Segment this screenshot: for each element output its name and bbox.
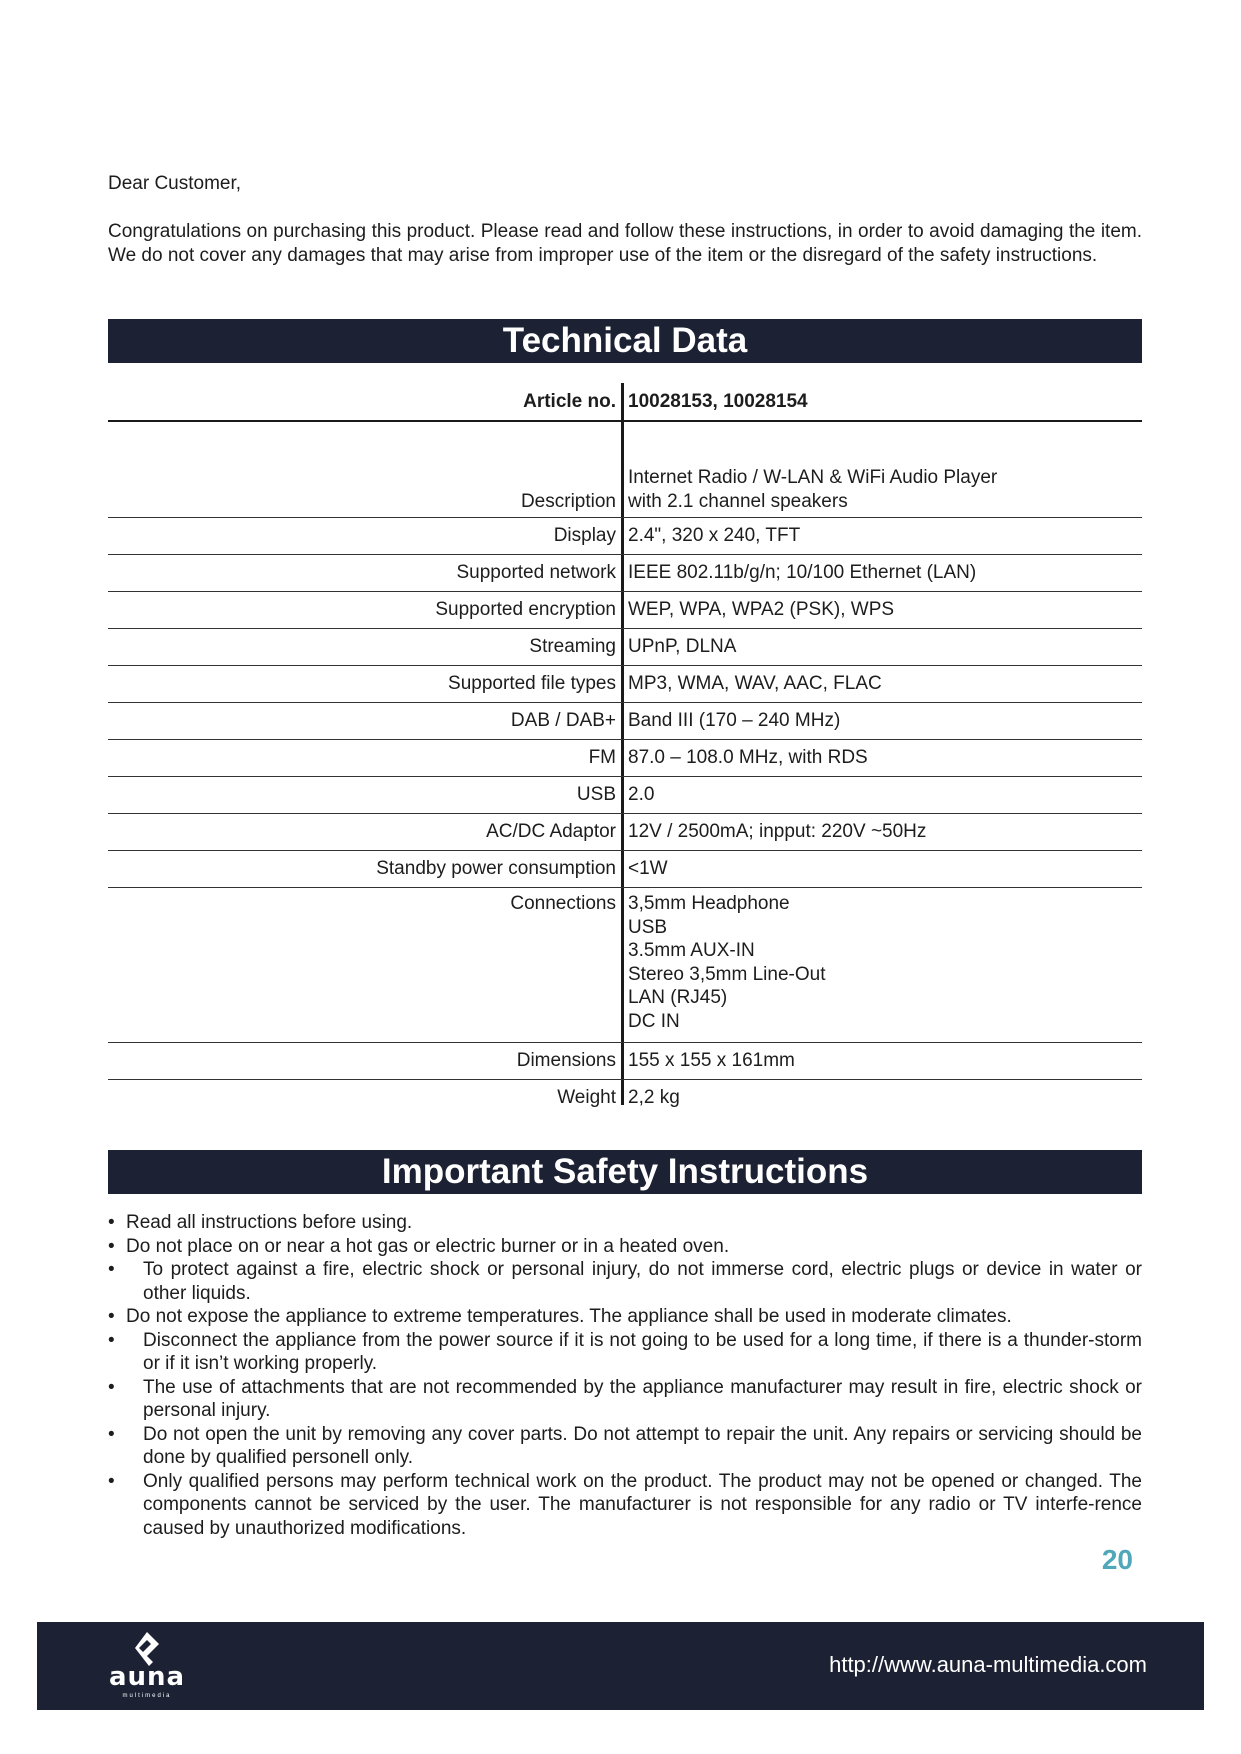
safety-item: • Disconnect the appliance from the power source if it is not going to be used for a long time, if there is a thunder-storm or if it isn’t working properly.	[108, 1329, 1142, 1376]
row-value	[616, 857, 668, 881]
table-row	[108, 740, 1142, 777]
safety-heading: Important Safety Instructions	[108, 1150, 1142, 1194]
row-label: AC/DC Adaptor	[486, 821, 616, 843]
row-value-line: MP3, WMA, WAV, AAC, FLAC	[628, 673, 882, 695]
page-number: 20	[1101, 1544, 1133, 1575]
footer-bar	[37, 1622, 1204, 1710]
row-value-line: Internet Radio / W-LAN & WiFi Audio Player	[628, 467, 998, 488]
safety-item: • Do not open the unit by removing any cover parts. Do not attempt to repair the unit. Any repairs or servicing should be done by qualified personell only.	[108, 1423, 1142, 1470]
row-value-line: LAN (RJ45)	[628, 987, 728, 1008]
row-value-line: 2.4", 320 x 240, TFT	[628, 525, 801, 547]
row-label: Weight	[557, 1087, 616, 1109]
row-value-line: 2.0	[628, 784, 655, 806]
row-value	[616, 672, 882, 696]
row-value	[616, 635, 736, 659]
row-value	[616, 598, 894, 622]
row-value-line: 12V / 2500mA; inpput: 220V ~50Hz	[628, 821, 927, 843]
row-value-line: Band III (170 – 240 MHz)	[628, 710, 841, 732]
table-row	[108, 777, 1142, 814]
row-label: Streaming	[529, 636, 616, 658]
row-label: Dimensions	[516, 1050, 616, 1072]
row-value	[616, 820, 926, 844]
row-value	[616, 466, 997, 513]
technical-data-heading: Technical Data	[108, 319, 1142, 363]
row-label: DAB / DAB+	[510, 710, 616, 732]
row-label: Description	[520, 490, 616, 512]
row-value-line: USB	[628, 916, 668, 938]
safety-item: • Read all instructions before using.	[108, 1211, 1142, 1235]
safety-item: • Do not place on or near a hot gas or electric burner or in a heated oven.	[108, 1235, 1142, 1259]
table-row	[108, 851, 1142, 888]
safety-instructions-list	[108, 1211, 1142, 1540]
row-label: Supported file types	[448, 673, 616, 695]
row-value-line: 3,5mm Headphone	[628, 893, 790, 914]
table-row	[108, 814, 1142, 851]
row-value-line: with 2.1 channel speakers	[628, 490, 848, 512]
row-value-line: 155 x 155 x 161mm	[628, 1050, 795, 1072]
safety-item: • To protect against a fire, electric shock or personal injury, do not immerse cord, electric plugs or device in water or other liquids.	[108, 1258, 1142, 1305]
table-row	[108, 888, 1142, 1043]
row-value-line: DC IN	[628, 1010, 680, 1032]
table-row	[108, 703, 1142, 740]
row-value	[616, 561, 976, 585]
row-value	[616, 1086, 680, 1110]
table-row	[108, 555, 1142, 592]
table-row	[108, 666, 1142, 703]
row-label: Standby power consumption	[376, 858, 616, 880]
article-label: Article no.	[523, 390, 616, 412]
logo-wordmark: auna	[108, 1662, 186, 1692]
table-row	[108, 518, 1142, 555]
row-value-line: Stereo 3,5mm Line-Out	[628, 963, 826, 985]
row-value-line: UPnP, DLNA	[628, 636, 737, 658]
website-url: http://www.auna-multimedia.com	[829, 1652, 1147, 1677]
row-value	[616, 524, 800, 548]
row-label: FM	[588, 747, 616, 769]
logo-subtext: multimedia	[122, 1693, 172, 1699]
row-value-line: 3.5mm AUX-IN	[628, 940, 755, 961]
safety-item: • Only qualified persons may perform technical work on the product. The product may not be opened or changed. The components cannot be serviced by the user. The manufacturer is not responsible for any radio or TV interfe-rence caused by unauthorized modifications.	[108, 1470, 1142, 1541]
row-label: Display	[553, 525, 616, 547]
row-value	[616, 746, 868, 770]
row-value	[616, 709, 840, 733]
table-row	[108, 629, 1142, 666]
table-row	[108, 422, 1142, 518]
row-value-line: IEEE 802.11b/g/n; 10/100 Ethernet (LAN)	[628, 562, 977, 584]
article-value: 10028153, 10028154	[628, 390, 808, 412]
intro-paragraph: Congratulations on purchasing this product. Please read and follow these instructions, in order to avoid damaging the item. We do not cover any damages that may arise from improper use of the item or the disregard of the safety instructions.	[108, 221, 1142, 266]
technical-data-table	[108, 383, 1142, 1116]
greeting: Dear Customer,	[108, 173, 242, 194]
row-label: Supported network	[456, 562, 616, 584]
row-value-line: WEP, WPA, WPA2 (PSK), WPS	[628, 599, 895, 621]
row-value	[616, 1049, 795, 1073]
row-label: Connections	[510, 893, 616, 914]
table-row	[108, 1043, 1142, 1080]
safety-item: • The use of attachments that are not recommended by the appliance manufacturer may result in fire, electric shock or personal injury.	[108, 1376, 1142, 1423]
row-label: Supported encryption	[435, 599, 616, 621]
row-value-line: <1W	[628, 858, 668, 880]
row-value	[616, 892, 825, 1033]
row-value	[616, 783, 654, 807]
row-label: USB	[576, 784, 616, 806]
row-value-line: 87.0 – 108.0 MHz, with RDS	[628, 747, 868, 769]
safety-item: • Do not expose the appliance to extreme temperatures. The appliance shall be used in moderate climates.	[108, 1305, 1142, 1329]
table-row	[108, 1080, 1142, 1116]
table-row	[108, 592, 1142, 629]
table-header-row	[108, 383, 1142, 422]
row-value-line: 2,2 kg	[628, 1087, 680, 1109]
